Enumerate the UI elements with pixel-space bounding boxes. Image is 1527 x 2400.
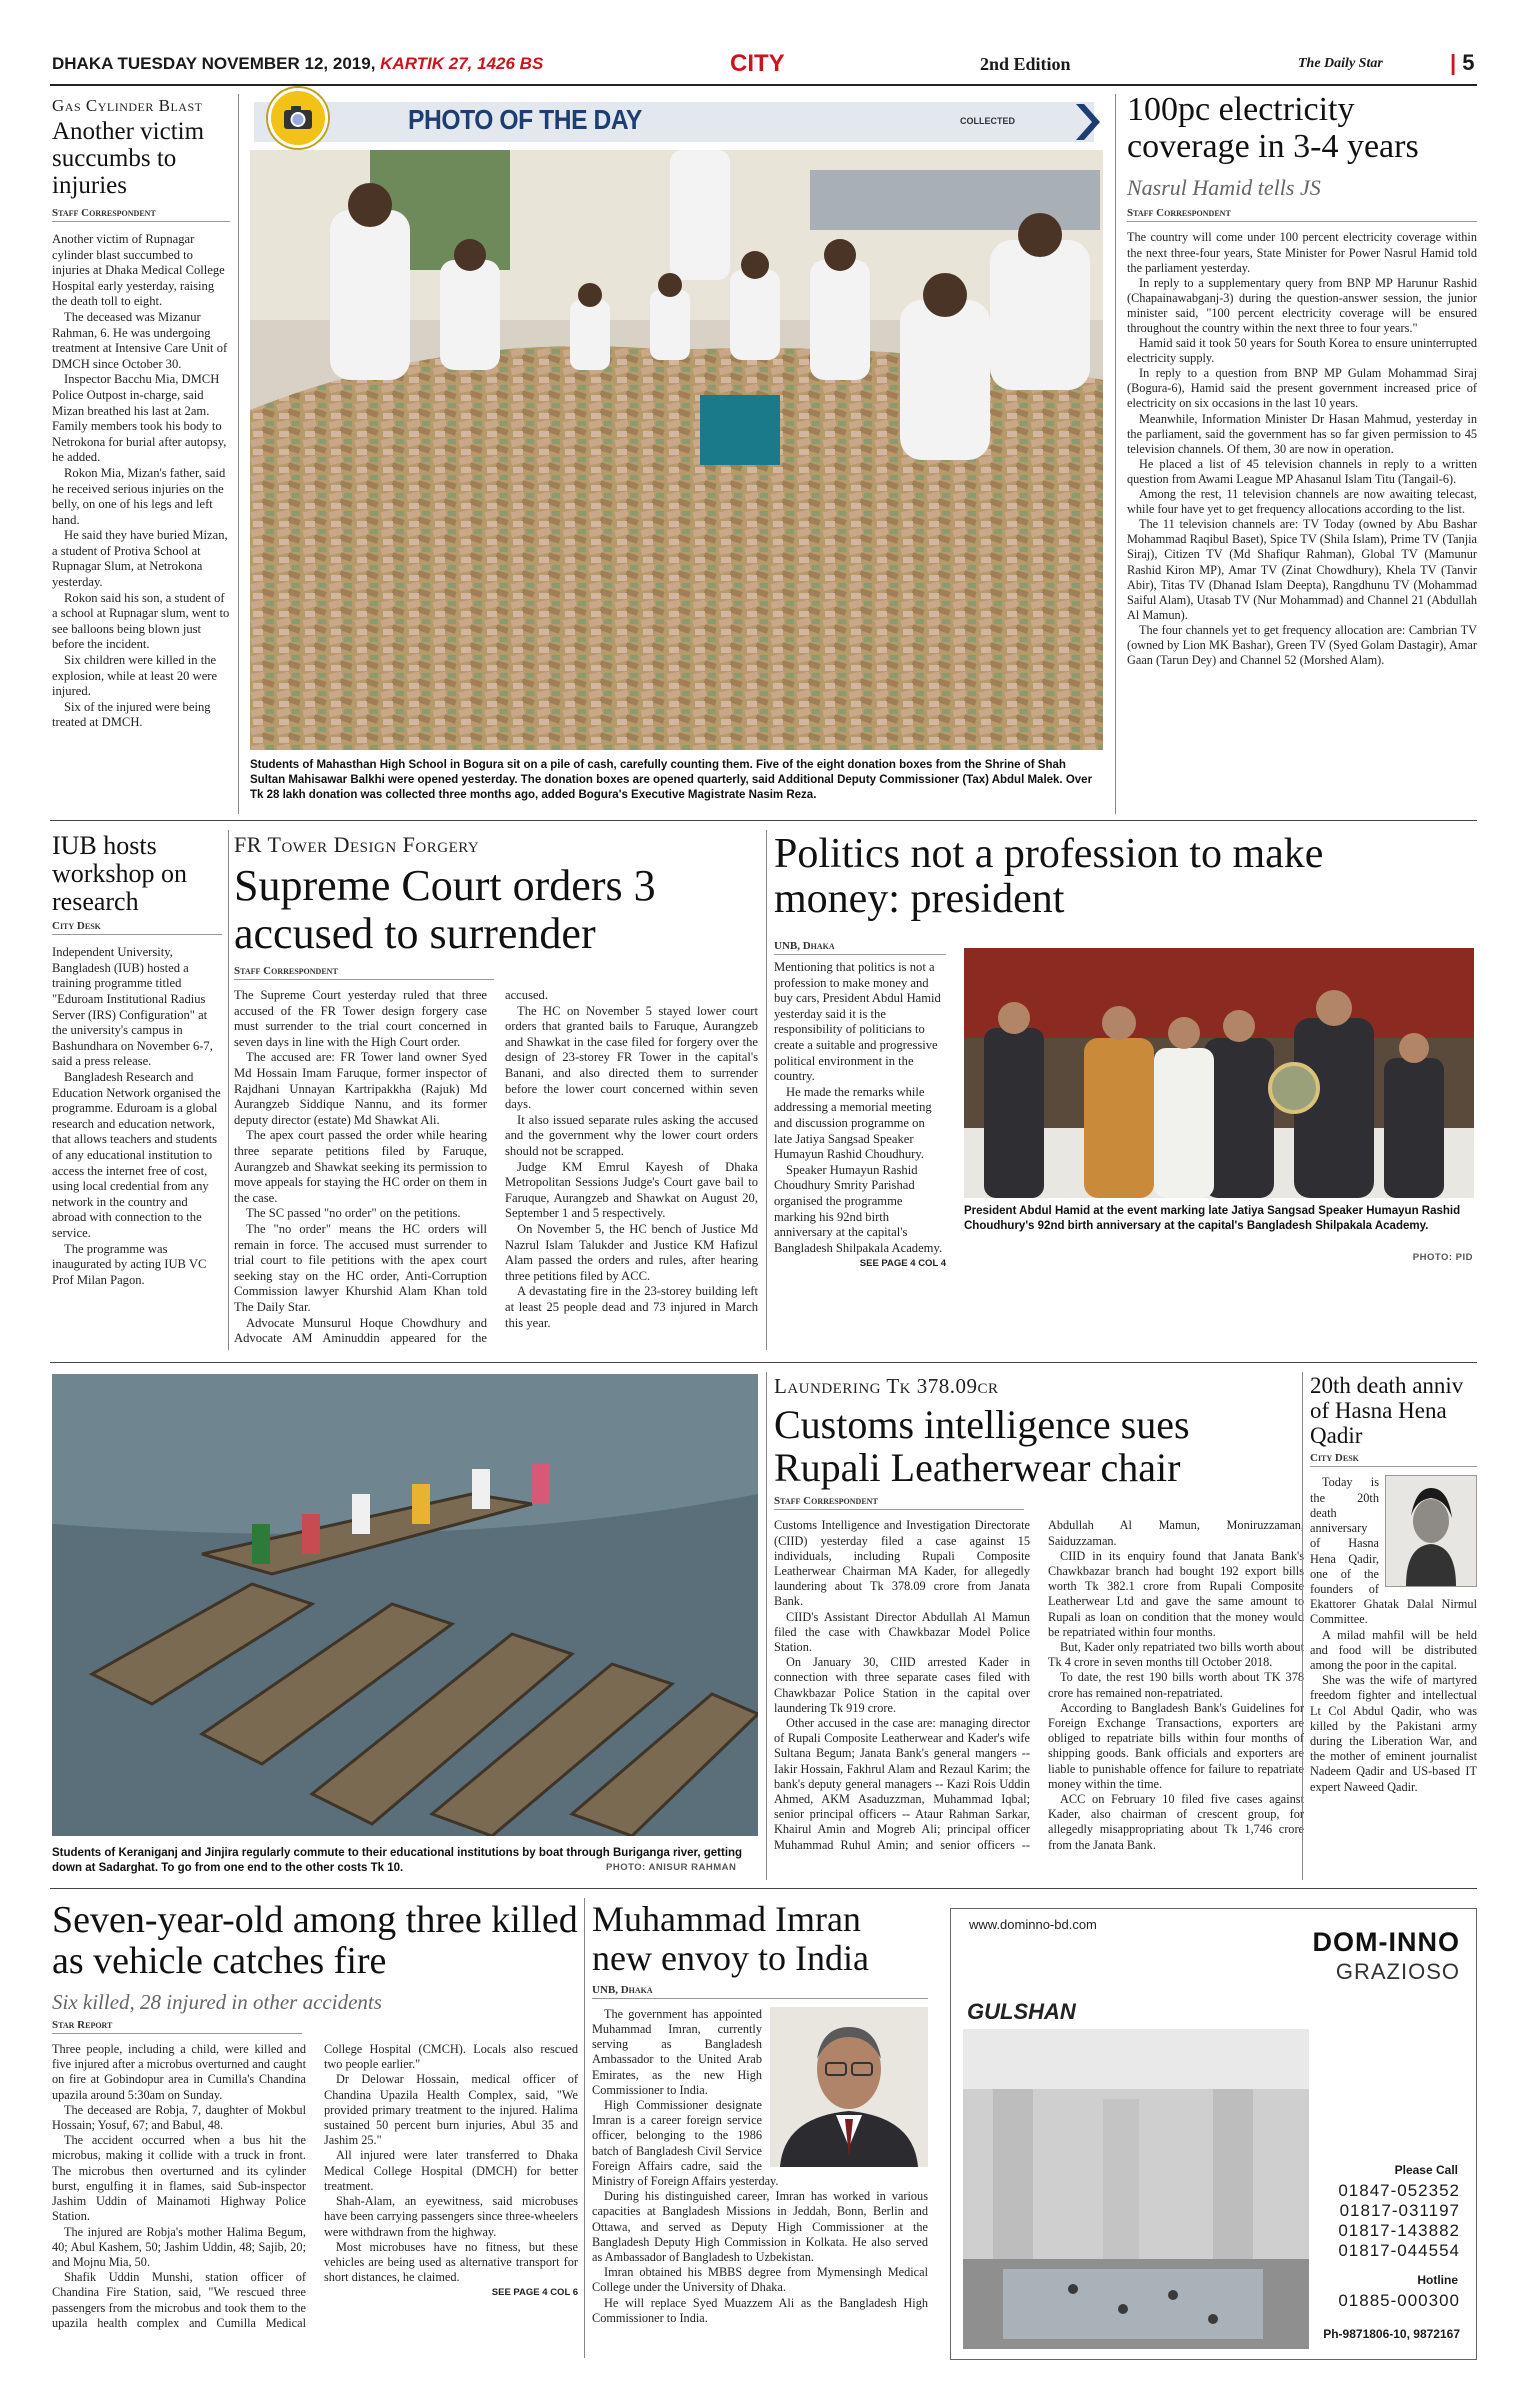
electricity-story xyxy=(1127,92,1477,812)
col-divider xyxy=(766,1372,767,1880)
hasna-body: Today is the 20th death anniversary of Hasna Hena Qadir, one of the founders of Ekattorer Ghatak Dalal Nirmul Committee. A milad mahfil will be held and food will be distributed among the poor in the capital. She was the wife of martyred freedom fighter and intellectual Lt Col Abdul Qadir, who was killed by the Pakistani army during the Liberation War, and the mother of eminent journalist Nadeem Qadir and US-based IT expert Naweed Qadir. xyxy=(1310,1475,1477,1794)
electricity-headline: 100pc electricity coverage in 3-4 years xyxy=(1127,91,1419,165)
col-divider xyxy=(766,830,767,1350)
ad-landline[interactable]: Ph-9871806-10, 9872167 xyxy=(1323,2327,1460,2341)
iub-body: Independent University, Bangladesh (IUB) hosted a training programme titled "Eduroam Institutional Radius Server (IRS) Configuration" at the university's campus in Bashundhara on November 6-7, said a press release. Bangladesh Research and Education Network organised the programme. Eduroam is a global research and education network, that allows teachers and students of any educational institution to access the internet free of cost, using local credential from any network in the country and abroad with connection to the service. The programme was inaugurated by acting IUB VC Prof Milan Pagon. xyxy=(52,945,221,1287)
fire-subhead: Six killed, 28 injured in other accidents xyxy=(52,1990,382,2015)
gas-kicker: Gas Cylinder Blast xyxy=(52,96,203,115)
potd-caption: Students of Mahasthan High School in Bogura sit on a pile of cash, carefully counting them. Five of the eight donation boxes from the Shrine of Shah Sultan Mahisawar Balkhi were opened yesterday. The donation boxes are opened quarterly, said Additional Deputy Commissioner (Tax) Abdul Malek. Over Tk 28 lakh donation was collected three months ago, added Bogura's Executive Magistrate Nasim Reza. xyxy=(250,759,1093,801)
section-title: CITY xyxy=(730,50,785,77)
section-rule xyxy=(50,1888,1477,1889)
politics-story xyxy=(774,832,1477,1352)
ad-url[interactable]: www.dominno-bd.com xyxy=(969,1917,1097,1932)
col-divider xyxy=(584,1898,585,2358)
gas-headline: Another victim succumbs to injuries xyxy=(52,118,205,199)
gas-body: Another victim of Rupnagar cylinder blast succumbed to injuries at Dhaka Medical College Hospital early yesterday, raising the death toll to eight. The deceased was Mizanur Rahman, 6. He was undergoing treatment at Intensive Care Unit of DMCH since October 30. Inspector Bacchu Mia, DMCH Police Outpost in-charge, said Mizan breathed his last at 2am. Family members took his body to Netrokona for burial after autopsy, he added. Rokon Mia, Mizan's father, said he received serious injuries on the belly, on one of his legs and left hand. He said they have buried Mizan, a student of Protiva School at Rupnagar Slum, at Netrokona yesterday. Rokon said his son, a student of a school at Rupnagar slum, went to see balloons being blown just before the incident. Six children were killed in the explosion, while at least 20 were injured. Six of the injured were being treated at DMCH. xyxy=(52,232,230,730)
iub-story xyxy=(52,832,222,1352)
fire-jump: SEE PAGE 4 COL 6 xyxy=(491,2287,578,2299)
politics-jump: SEE PAGE 4 COL 4 xyxy=(859,1258,946,1270)
masthead-rule xyxy=(50,84,1477,86)
ad-phone[interactable]: 01817-143882 xyxy=(1338,2221,1460,2240)
ad-building-image xyxy=(963,2029,1309,2349)
electricity-subhead: Nasrul Hamid tells JS xyxy=(1127,175,1321,201)
customs-body: Customs Intelligence and Investigation Directorate (CIID) yesterday filed a case against 15 individuals, including Rupali Composite Leatherwear Chairman MA Kader, for allegedly laundering about Tk 378.09 crore from Janata Bank. CIID's Assistant Director Abdullah Al Mamun filed the case with Chawkbazar Model Police Station. On January 30, CIID arrested Kader in connection with three separate cases filed with Chawkbazar Police Station in the capital over laundering Tk 919 crore. Other accused in the case are: managing director of Rupali Composite Leatherwear and Kader's wife Sultana Begum; Janata Bank's general mangers -- Iakir Hossain, Fakhrul Alam and Rezaul Karim; the bank's deputy general managers -- Kazi Rois Uddin Ahmed, AKM Asaduzzman, Muhammad Iqbal; senior principal officers -- Ataur Rahman Sarkar, Khairul Amin and Mogreb Ali; principal officer Muhammad Ruhul Amin; and senior officers -- Abdullah Al Mamun, Moniruzzaman, Saiduzzaman. CIID in its enquiry found that Janata Bank's Chawkbazar branch had bought 192 export bills worth Tk 382.1 crore from Rupali Composite Leatherwear Ltd and gave the same amount to Rupali as loan on condition that the money would be repatriated within four months. But, Kader only repatriated two bills worth about Tk 4 crore in seven months till October 2018. To date, the rest 190 bills worth about TK 378 crore has remained non-repatriated. According to Bangladesh Bank's Guidelines for Foreign Exchange Transactions, exporters are obliged to repatriate bills within four months of shipping goods. Bank officials and exporters are liable to punishable offence for failure to repatriate money within the time. ACC on February 10 filed five cases against Kader, also chairman of crescent group, for allegedly misappropriating about Tk 1,746 crore from the Janata Bank. xyxy=(774,1518,1304,1852)
president-credit: PHOTO: PID xyxy=(1412,1252,1473,1263)
fire-story xyxy=(52,1900,578,2360)
imran-body: The government has appointed Muhammad Imran, currently serving as Bangladesh Ambassador to the United Arab Emirates, as the new High Commissioner to India. High Commissioner designate Imran is a career foreign service officer, belonging to the 1986 batch of Bangladesh Civil Service Foreign Affairs cadre, said the Ministry of Foreign Affairs yesterday. During his distinguished career, Imran has worked in various capacities at Bangladesh Missions in Jeddah, Bonn, Berlin and Ottawa, and served as Deputy High Commissioner at the Bangladesh Deputy High Commission in Kolkata. He also served as Ambassador of Bangladesh to Uzbekistan. Imran obtained his MBBS degree from Mymensingh Medical College under the University of Dhaka. He will replace Syed Muazzem Ali as the Bangladesh High Commissioner to India. xyxy=(592,2006,928,2325)
iub-headline: IUB hosts workshop on research xyxy=(52,831,188,917)
iub-byline: City Desk xyxy=(52,920,222,935)
customs-story xyxy=(774,1374,1304,1878)
paper-logo: The Daily Star xyxy=(1298,56,1383,71)
ad-project: GULSHAN xyxy=(967,1999,1076,2024)
customs-headline: Customs intelligence sues Rupali Leatherwear chair xyxy=(774,1402,1190,1491)
camera-icon xyxy=(271,91,325,145)
buriganga-credit: PHOTO: ANISUR RAHMAN xyxy=(606,1862,737,1873)
hasna-story xyxy=(1310,1374,1477,1878)
gas-blast-story xyxy=(52,96,230,816)
ad-call-label: Please Call xyxy=(1394,2163,1458,2177)
dateline: DHAKA TUESDAY NOVEMBER 12, 2019, KARTIK 27, 1426 BS xyxy=(52,54,544,73)
politics-headline: Politics not a profession to make money: president xyxy=(774,831,1324,923)
imran-story xyxy=(592,1900,928,2360)
electricity-body: The country will come under 100 percent electricity coverage within the next three-four years, State Minister for Power Nasrul Hamid told the parliament yesterday. In reply to a supplementary query from BNP MP Harunur Rashid (Chapainawabganj-3) during the question-answer session, the junior minister said, "100 percent electricity coverage will be ensured throughout the country within the next three to four years." Hamid said it took 50 years for South Korea to ensure uninterrupted electricity supply. In reply to a question from BNP MP Gulam Mohammad Siraj (Bogura-6), Hamid said the present government increased price of electricity on six occasions in the last 10 years. Meanwhile, Information Minister Dr Hasan Mahmud, yesterday in the parliament, said the government has so far given permission to 45 television channels. Of them, 30 are now in operation. He placed a list of 45 television channels in reply to a written question from Awami League MP Ahasanul Islam Titu (Tangail-6). Among the rest, 11 television channels are now awaiting telecast, while four have yet to get frequency allocations according to the list. The 11 television channels are: TV Today (owned by Abu Bashar Mohammad Raqibul Baset), Spice TV (Shila Islam), Prime TV (Tanjia Siraj), Citizen TV (Md Shafiqur Rahman), Global TV (Mamunur Rashid Kiron MP), Amar TV (Zinat Chowdhury), Khela TV (Tanvir Abir), Titas TV (Dhanad Islam Deepta), Rangdhunu TV (Mohammad Saiful Alam), Utasab TV (Nur Mohammad) and Channel 21 (Abdullah Al Mamun). The four channels yet to get frequency allocation are: Cambrian TV (owned by Lion MK Bashar), Green TV (Syed Golam Dastagir), Amar Gaan (Tarun Dey) and Channel 52 (Morshed Alam). xyxy=(1127,230,1477,668)
imran-headline: Muhammad Imran new envoy to India xyxy=(592,1899,869,1978)
col-divider xyxy=(228,830,229,1350)
fr-tower-story xyxy=(234,832,758,1352)
section-rule xyxy=(50,1362,1477,1363)
camera-badge xyxy=(268,88,328,148)
potd-tag: COLLECTED xyxy=(960,116,1015,126)
imran-portrait xyxy=(770,2007,928,2167)
customs-kicker: Laundering Tk 378.09cr xyxy=(774,1374,999,1398)
section-rule xyxy=(50,820,1477,821)
ad-phone[interactable]: 01817-031197 xyxy=(1339,2201,1460,2220)
fr-body: The Supreme Court yesterday ruled that three accused of the FR Tower design forgery case must surrender to the trial court concerned in seven days in line with the High Court order. The accused are: FR Tower land owner Syed Md Hossain Imam Faruque, former inspector of Rajdhani Unnayan Kartripakkha (Rajuk) Md Aurangzeb Siddique Nannu, and its former deputy director (estate) Md Shawkat Ali. The apex court passed the order while hearing three separate petitions filed by Faruque, Aurangzeb and Shawkat seeking its permission to move appeals for staying the HC order on them in the case. The SC passed "no order" on the petitions. The "no order" means the HC orders will remain in force. The accused must surrender to trial court to file petitions with the apex court seeking stay on the HC order, Anti-Corruption Commission lawyer Khurshid Alam Khan told The Daily Star. Advocate Munsurul Hoque Chowdhury and Advocate AM Aminuddin appeared for the accused. The HC on November 5 stayed lower court orders that granted bails to Faruque, Aurangzeb and Shawkat in the case filed for forgery over the design of 23-storey FR Tower in the capital's Banani, and also directed them to surrender before the lower court concerned within seven days. It also issued separate rules asking the accused and the government why the lower court orders should not be scrapped. Judge KM Emrul Kayesh of Dhaka Metropolitan Sessions Judge's Court gave bail to Faruque, Aurangzeb and Shawkat on August 20, September 1 and 5 respectively. On November 5, the HC bench of Justice Md Nazrul Islam Talukder and Justice KM Hafizul Alam passed the orders and rules, after hearing three petitions filed by ACC. A devastating fire in the 23-storey building left at least 25 people dead and 73 injured in March this year. xyxy=(234,988,758,1346)
fire-byline: Star Report xyxy=(52,2019,302,2034)
imran-byline: UNB, Dhaka xyxy=(592,1984,928,1999)
col-divider xyxy=(1302,1372,1303,1880)
buriganga-caption: Students of Keraniganj and Jinjira regularly commute to their educational institutions by boat through Buriganga river, getting down at Sadarghat. To go from one end to the other costs Tk 10. xyxy=(52,1847,743,1874)
ad-phone[interactable]: 01847-052352 xyxy=(1338,2181,1460,2200)
col-divider xyxy=(1115,94,1116,814)
ad-phone[interactable]: 01817-044554 xyxy=(1338,2241,1460,2260)
fr-headline: Supreme Court orders 3 accused to surrender xyxy=(234,861,656,958)
fire-body: Three people, including a child, were killed and five injured after a microbus overturned and caught on fire at Gobindopur area in Cumilla's Chandina upazila around 5:30am on Sunday. The deceased are Robja, 7, daughter of Mokbul Hossain; Yosuf, 67; and Babul, 48. The accident occurred when a bus hit the microbus, making it collide with a truck in front. The microbus then overturned and its cylinder burst, engulfing it in flames, said Sub-inspector Jashim Uddin of Mainamoti Highway Police Station. The injured are Robja's mother Halima Begum, 40; Abul Kashem, 50; Jashim Uddin, 48; Sajib, 20; and Mojnu Mia, 50. Shafik Uddin Munshi, station officer of Chandina Fire Station, said, "We rescued three passengers from the microbus and took them to the upazila health complex and Cumilla Medical College Hospital (CMCH). Locals also rescued two people earlier." Dr Delowar Hossain, medical officer of Chandina Upazila Health Complex, said, "We provided primary treatment to the injured. Halima sustained 50 percent burn injuries, Abul 35 and Jashim 25." All injured were later transferred to Dhaka Medical College Hospital (DMCH) for better treatment. Shah-Alam, an eyewitness, said microbuses have been carrying passengers since three-wheelers were withdrawn from the highway. Most microbuses have no fitness, but these vehicles are being used as alternative transport for short distances, he claimed. SEE PAGE 4 COL 6 xyxy=(52,2042,578,2330)
fr-byline: Staff Correspondent xyxy=(234,965,494,980)
ad-brand-sub: GRAZIOSO xyxy=(1335,1959,1460,1984)
ad-phone-list xyxy=(1338,2181,1460,2261)
col-divider xyxy=(238,94,239,814)
ad-hotline-label: Hotline xyxy=(1417,2273,1458,2287)
masthead xyxy=(50,50,1477,84)
fire-headline: Seven-year-old among three killed as vehicle catches fire xyxy=(52,1899,578,1983)
hasna-portrait xyxy=(1385,1475,1477,1587)
electricity-byline: Staff Correspondent xyxy=(1127,207,1477,222)
chevron-right-icon xyxy=(1068,102,1108,142)
page-number: | 5 xyxy=(1450,50,1475,75)
hasna-headline: 20th death anniv of Hasna Hena Qadir xyxy=(1310,1373,1464,1448)
customs-byline: Staff Correspondent xyxy=(774,1495,1024,1510)
potd-photo xyxy=(250,150,1103,750)
photo-of-the-day-banner xyxy=(248,88,1108,150)
hasna-byline: City Desk xyxy=(1310,1452,1477,1467)
politics-body: Mentioning that politics is not a profession to make money and buy cars, President Abdul Hamid yesterday said it is the responsibility of politicians to create a suitable and progressive political environment in the country. He made the remarks while addressing a memorial meeting and discussion programme on late Jatiya Sangsad Speaker Humayun Rashid Choudhury. Speaker Humayun Rashid Choudhury Smrity Parishad organised the programme marking his 92nd birth anniversary at the capital's Bangladesh Shilpakala Academy. SEE PAGE 4 COL 4 xyxy=(774,960,946,1272)
gas-byline: Staff Correspondent xyxy=(52,207,230,222)
buriganga-photo xyxy=(52,1374,758,1836)
politics-byline: UNB, Dhaka xyxy=(774,940,946,955)
fr-kicker: FR Tower Design Forgery xyxy=(234,832,480,857)
president-photo xyxy=(964,948,1474,1198)
ad-brand: DOM-INNO xyxy=(1312,1927,1460,1957)
potd-label: PHOTO OF THE DAY xyxy=(408,104,642,135)
president-caption: President Abdul Hamid at the event marking late Jatiya Sangsad Speaker Humayun Rashid Choudhury's 92nd birth anniversary at the capital's Bangladesh Shilpakala Academy. xyxy=(964,1205,1461,1232)
ad-hotline[interactable]: 01885-000300 xyxy=(1338,2291,1460,2310)
dominno-ad[interactable] xyxy=(950,1908,1477,2360)
edition-label: 2nd Edition xyxy=(980,54,1071,74)
